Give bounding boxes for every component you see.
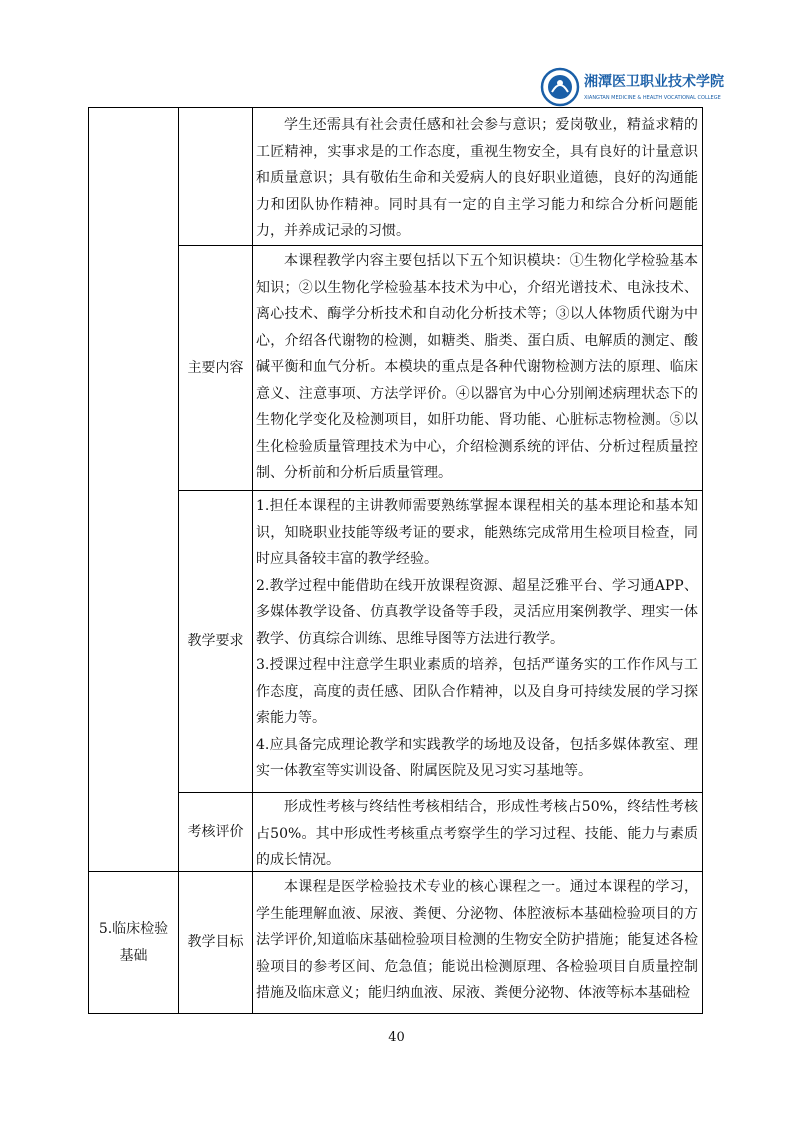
goal-paragraph: 学生还需具有社会责任感和社会参与意识；爱岗敬业，精益求精的工匠精神，实事求是的工作态度，重视生物安全，具有良好的计量意识和质量意识；具有敬佑生命和关爱病人的良好职业道德，良好的沟通能力和团队协作精神。同时具有一定的自主学习能力和综合分析问题能力，并养成记录的习惯。 bbox=[256, 117, 698, 239]
logo-text-cn: 湘潭医卫职业技术学院 bbox=[584, 74, 724, 90]
col-divider-2 bbox=[252, 108, 253, 1013]
college-logo bbox=[540, 66, 724, 108]
main-content-cell bbox=[256, 248, 698, 487]
main-content-paragraph: 本课程教学内容主要包括以下五个知识模块：①生物化学检验基本知识；②以生物化学检验基本技术为中心，介绍光谱技术、电泳技术、离心技术、酶学分析技术和自动化分析技术等；③以人体物质代谢为中心，介绍各代谢物的检测，如糖类、脂类、蛋白质、电解质的测定、酸碱平衡和血气分析。本模块的重点是各种代谢物检测方法的原理、临床意义、注意事项、方法学评价。④以器官为中心分别阐述病理状态下的生物化学变化及检测项目，如肝功能、肾功能、心脏标志物检测。⑤以生化检验质量管理技术为中心，介绍检测系统的评估、分析过程质量控制、分析前和分析后质量管理。 bbox=[256, 253, 698, 481]
teaching-requirements-cell bbox=[256, 493, 698, 785]
assessment-cell bbox=[256, 794, 698, 874]
requirement-item-1: 1.担任本课程的主讲教师需要熟练掌握本课程相关的基本理论和基本知识，知晓职业技能等级考证的要求，能熟练完成常用生检项目检查，同时应具备较丰富的教学经验。 bbox=[256, 498, 698, 567]
assessment-paragraph: 形成性考核与终结性考核相结合，形成性考核占50%，终结性考核占50%。其中形成性考核重点考察学生的学习过程、技能、能力与素质的成长情况。 bbox=[256, 799, 698, 868]
course-5-goal-cell bbox=[256, 874, 698, 1011]
course-5-goal-paragraph: 本课程是医学检验技术专业的核心课程之一。通过本课程的学习，学生能理解血液、尿液、粪便、分泌物、体腔液标本基础检验项目的方法学评价,知道临床基础检验项目检测的生物安全防护措施；能复述各检验项目的参考区间、危急值；能说出检测原理、各检验项目自质量控制措施及临床意义；能归纳血液、尿液、粪便分泌物、体液等标本基础检 bbox=[256, 879, 698, 1001]
logo-text-en: XIANGTAN MEDICINE & HEALTH VOCATIONAL COLLEGE bbox=[584, 95, 721, 101]
requirement-item-4: 4.应具备完成理论教学和实践教学的场地及设备，包括多媒体教室、理实一体教室等实训设备、附属医院及见习实习基地等。 bbox=[256, 736, 698, 779]
row-divider bbox=[178, 792, 702, 793]
course-goal-continued bbox=[256, 112, 698, 245]
main-content-label: 主要内容 bbox=[187, 359, 244, 376]
course-5-label: 5.临床检验基础 bbox=[98, 920, 169, 964]
page-number: 40 bbox=[388, 1030, 405, 1045]
course-table bbox=[88, 107, 703, 1014]
requirement-item-2: 2.教学过程中能借助在线开放课程资源、超星泛雅平台、学习通APP、多媒体教学设备、仿真教学设备等手段，灵活应用案例教学、理实一体教学、仿真综合训练、思维导图等方法进行教学。 bbox=[256, 577, 698, 647]
row-divider bbox=[178, 245, 702, 246]
requirement-item-3: 3.授课过程中注意学生职业素质的培养，包括严谨务实的工作作风与工作态度，高度的责任感、团队合作精神，以及自身可持续发展的学习探索能力等。 bbox=[256, 657, 698, 726]
row-divider bbox=[178, 490, 702, 491]
teaching-goal-label: 教学目标 bbox=[187, 934, 244, 950]
assessment-label: 考核评价 bbox=[187, 823, 244, 840]
teaching-requirements-label: 教学要求 bbox=[187, 633, 244, 649]
